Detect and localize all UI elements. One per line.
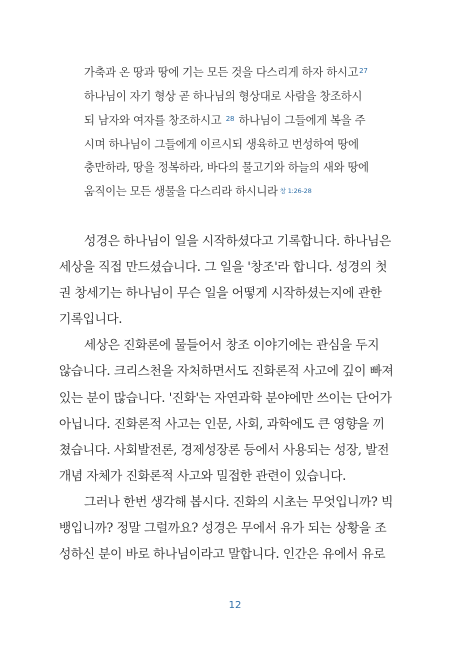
scripture-quote xyxy=(84,60,384,204)
page-number: 12 xyxy=(228,600,242,611)
quote-line xyxy=(84,156,384,180)
quote-line xyxy=(84,108,384,133)
quote-text: 하나님이 그들에게 복을 주 xyxy=(238,114,366,128)
quote-text: 하나님이 자기 형상 곧 하나님의 형상대로 사람을 창조하시 xyxy=(84,89,363,103)
verse-number: 28 xyxy=(225,115,235,124)
quote-line xyxy=(84,85,384,109)
scripture-reference: 창 1:26-28 xyxy=(279,186,312,195)
paragraph-line: 뱅입니까? 정말 그럴까요? 성경은 무에서 유가 되는 상황을 조 xyxy=(59,520,387,536)
paragraph-line: 그러나 한번 생각해 봅시다. 진화의 시초는 무엇입니까? 빅 xyxy=(84,493,393,509)
quote-text: 시며 하나님이 그들에게 이르시되 생육하고 번성하여 땅에 xyxy=(84,137,359,151)
quote-text: 충만하라, 땅을 정복하라, 바다의 물고기와 하늘의 새와 땅에 xyxy=(84,161,369,175)
body-text xyxy=(59,228,419,567)
paragraph-line: 있는 분이 많습니다. '진화'는 자연과학 분야에만 쓰이는 단어가 xyxy=(59,389,392,405)
quote-line xyxy=(84,133,384,157)
paragraph-line: 성경은 하나님이 일을 시작하셨다고 기록합니다. 하나님은 xyxy=(84,233,391,248)
quote-text: 가축과 온 땅과 땅에 기는 모든 것을 다스리게 하자 하시고 xyxy=(84,66,359,79)
paragraph-line: 성하신 분이 바로 하나님이라고 말합니다. 인간은 유에서 유로 xyxy=(59,546,386,562)
paragraph-line: 쳤습니다. 사회발전론, 경제성장론 등에서 사용되는 성장, 발전 xyxy=(59,441,389,457)
quote-line xyxy=(84,60,384,85)
paragraph-line: 기록입니다. xyxy=(59,311,123,327)
paragraph-line: 세상은 진화론에 물들어서 창조 이야기에는 관심을 두지 xyxy=(84,337,380,353)
paragraph-line: 세상을 직접 만드셨습니다. 그 일을 '창조'라 합니다. 성경의 첫 xyxy=(59,259,388,275)
paragraph-line: 아닙니다. 진화론적 사고는 인문, 사회, 과학에도 큰 영향을 끼 xyxy=(59,415,385,431)
quote-line xyxy=(84,180,384,204)
paragraph-line: 권 창세기는 하나님이 무슨 일을 어떻게 시작하셨는지에 관한 xyxy=(59,285,382,301)
verse-number: 27 xyxy=(359,67,368,75)
quote-text: 움직이는 모든 생물을 다스리라 하시니라 xyxy=(84,184,278,198)
quote-text: 되 남자와 여자를 창조하시고 xyxy=(84,114,222,128)
paragraph-line: 않습니다. 크리스천을 자처하면서도 진화론적 사고에 깊이 빠져 xyxy=(59,363,394,379)
paragraph-line: 개념 자체가 진화론적 사고와 밀접한 관련이 있습니다. xyxy=(59,467,346,483)
